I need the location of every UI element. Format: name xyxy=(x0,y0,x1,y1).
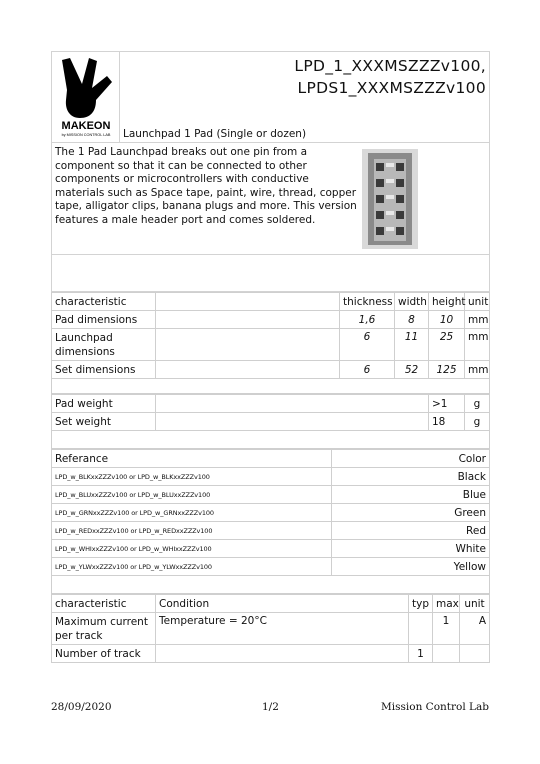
ref-code: LPD_w_REDxxZZZv100 or LPD_w_REDxxZZZv100 xyxy=(52,522,332,540)
elec-header-condition: Condition xyxy=(156,595,409,613)
dim-name: Set dimensions xyxy=(52,361,156,379)
weight-name: Set weight xyxy=(52,413,156,431)
ref-color: Red xyxy=(332,522,490,540)
makeon-logo xyxy=(52,52,120,139)
table-row xyxy=(52,468,490,486)
spacer-row xyxy=(52,255,490,292)
electrical-header-row xyxy=(52,595,490,613)
elec-condition xyxy=(156,645,409,663)
ref-color: White xyxy=(332,540,490,558)
weight-name: Pad weight xyxy=(52,395,156,413)
dim-thickness: 1,6 xyxy=(340,311,395,329)
ref-code: LPD_w_GRNxxZZZv100 or LPD_w_GRNxxZZZv100 xyxy=(52,504,332,522)
elec-header-characteristic: characteristic xyxy=(52,595,156,613)
logo-brand-text: MAKEON xyxy=(61,120,111,132)
elec-header-max: max xyxy=(433,595,460,613)
description-cell xyxy=(52,143,490,255)
header-table xyxy=(51,51,490,292)
table-row xyxy=(52,558,490,576)
table-row xyxy=(52,413,490,431)
ref-color: Yellow xyxy=(332,558,490,576)
weight-unit: g xyxy=(465,395,490,413)
dim-height: 25 xyxy=(429,329,465,361)
dim-width: 11 xyxy=(395,329,429,361)
weight-value: >1 xyxy=(429,395,465,413)
logo-cell xyxy=(52,52,120,143)
elec-unit xyxy=(460,645,490,663)
dim-name: Pad dimensions xyxy=(52,311,156,329)
references-table xyxy=(51,449,490,594)
footer-company: Mission Control Lab xyxy=(381,701,489,713)
table-row xyxy=(52,311,490,329)
references-header-row xyxy=(52,450,490,468)
dim-name: Launchpad dimensions xyxy=(52,329,156,361)
ref-header-reference: Referance xyxy=(52,450,332,468)
elec-max xyxy=(433,645,460,663)
dim-unit: mm xyxy=(465,361,490,379)
part-number-line1: LPD_1_XXXMSZZZv100, xyxy=(294,57,486,75)
dim-unit: mm xyxy=(465,329,490,361)
ref-code: LPD_w_YLWxxZZZv100 or LPD_w_YLWxxZZZv100 xyxy=(52,558,332,576)
electrical-table xyxy=(51,594,490,663)
table-row xyxy=(52,645,490,663)
ref-code: LPD_w_BLUxxZZZv100 or LPD_w_BLUxxZZZv100 xyxy=(52,486,332,504)
title-cell xyxy=(120,52,490,143)
weight-unit: g xyxy=(465,413,490,431)
elec-header-typ: typ xyxy=(409,595,433,613)
dim-height: 125 xyxy=(429,361,465,379)
ref-color: Black xyxy=(332,468,490,486)
dimensions-header-row xyxy=(52,293,490,311)
dim-header-width: width xyxy=(395,293,429,311)
ref-code: LPD_w_BLKxxZZZv100 or LPD_w_BLKxxZZZv100 xyxy=(52,468,332,486)
dim-header-unit: unit xyxy=(465,293,490,311)
dimensions-table xyxy=(51,292,490,394)
elec-header-unit: unit xyxy=(460,595,490,613)
description-text: The 1 Pad Launchpad breaks out one pin from a component so that it can be connected to other components or microcontrollers with conductive materials such as Space tape, paint, wire, thread, copper tape, alligator clips, banana plugs and more. This version features a male header port and comes soldered. xyxy=(55,146,357,226)
table-row xyxy=(52,504,490,522)
ref-color: Green xyxy=(332,504,490,522)
dim-height: 10 xyxy=(429,311,465,329)
spacer-row xyxy=(52,379,490,394)
logo-sub-text: by MISSION CONTROL LAB xyxy=(61,133,111,137)
datasheet xyxy=(51,51,489,663)
spacer-row xyxy=(52,576,490,594)
dim-header-height: height xyxy=(429,293,465,311)
elec-condition: Temperature = 20°C xyxy=(156,613,409,645)
dim-header-characteristic: characteristic xyxy=(52,293,156,311)
table-row xyxy=(52,613,490,645)
ref-color: Blue xyxy=(332,486,490,504)
elec-max: 1 xyxy=(433,613,460,645)
product-subtitle: Launchpad 1 Pad (Single or dozen) xyxy=(123,128,307,140)
elec-typ xyxy=(409,613,433,645)
table-row xyxy=(52,540,490,558)
dim-header-thickness: thickness xyxy=(340,293,395,311)
hand-sign-icon xyxy=(62,58,112,118)
table-row xyxy=(52,395,490,413)
weights-table xyxy=(51,394,490,449)
dim-width: 8 xyxy=(395,311,429,329)
elec-name: Maximum current per track xyxy=(52,613,156,645)
footer-date: 28/09/2020 xyxy=(51,701,112,713)
dim-thickness: 6 xyxy=(340,329,395,361)
dim-unit: mm xyxy=(465,311,490,329)
elec-typ: 1 xyxy=(409,645,433,663)
dim-width: 52 xyxy=(395,361,429,379)
launchpad-photo xyxy=(362,149,418,249)
elec-name: Number of track xyxy=(52,645,156,663)
ref-code: LPD_w_WHIxxZZZv100 or LPD_w_WHIxxZZZv100 xyxy=(52,540,332,558)
table-row xyxy=(52,522,490,540)
spacer-row xyxy=(52,431,490,449)
part-number-line2: LPDS1_XXXMSZZZv100 xyxy=(297,79,486,97)
weight-value: 18 xyxy=(429,413,465,431)
table-row xyxy=(52,361,490,379)
footer-page-number: 1/2 xyxy=(262,701,279,713)
page-footer xyxy=(51,701,489,715)
dim-thickness: 6 xyxy=(340,361,395,379)
ref-header-color: Color xyxy=(332,450,490,468)
elec-unit: A xyxy=(460,613,490,645)
table-row xyxy=(52,486,490,504)
table-row xyxy=(52,329,490,361)
